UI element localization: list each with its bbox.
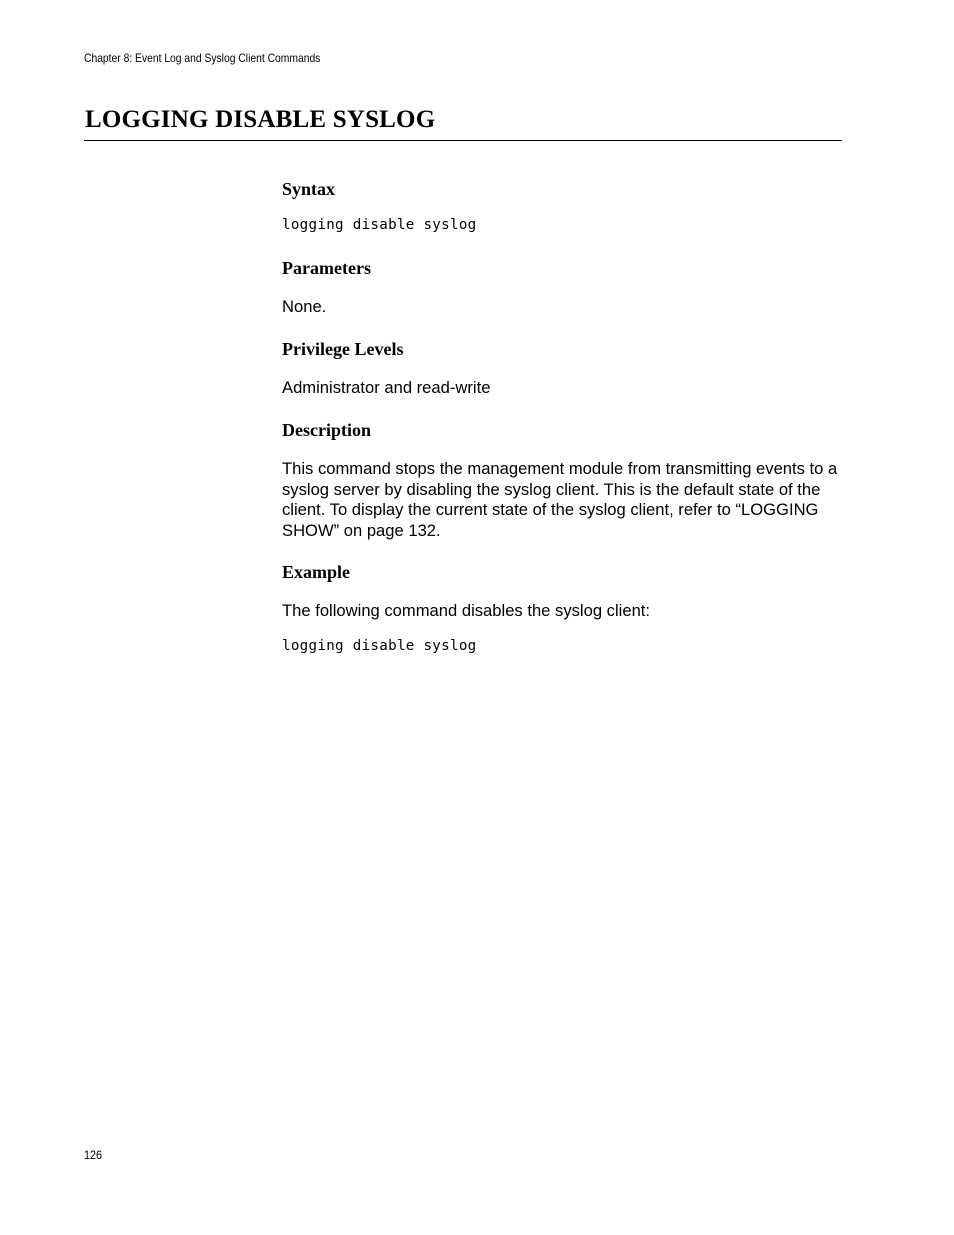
description-text: This command stops the management module from transmitting events to a syslog server by disabling the syslog client. This is the default state of the client. To display the current state of the syslog client, refer to “LOGGING SHOW” on page 132.: [282, 459, 838, 540]
syntax-code: logging disable syslog: [282, 217, 477, 233]
description-heading: Description: [282, 420, 371, 440]
parameters-text: None.: [282, 297, 327, 316]
syntax-heading: Syntax: [282, 179, 336, 199]
privilege-levels-heading: Privilege Levels: [282, 339, 404, 359]
title-rule: [84, 140, 842, 141]
running-header: Chapter 8: Event Log and Syslog Client Commands: [84, 51, 321, 65]
page-title: LOGGING DISABLE SYSLOG: [85, 106, 436, 133]
example-heading: Example: [282, 562, 351, 582]
parameters-heading: Parameters: [282, 258, 371, 278]
privilege-levels-text: Administrator and read-write: [282, 378, 491, 397]
example-text: The following command disables the syslog client:: [282, 601, 651, 620]
page-number: 126: [84, 1148, 103, 1162]
example-code: logging disable syslog: [282, 638, 477, 654]
